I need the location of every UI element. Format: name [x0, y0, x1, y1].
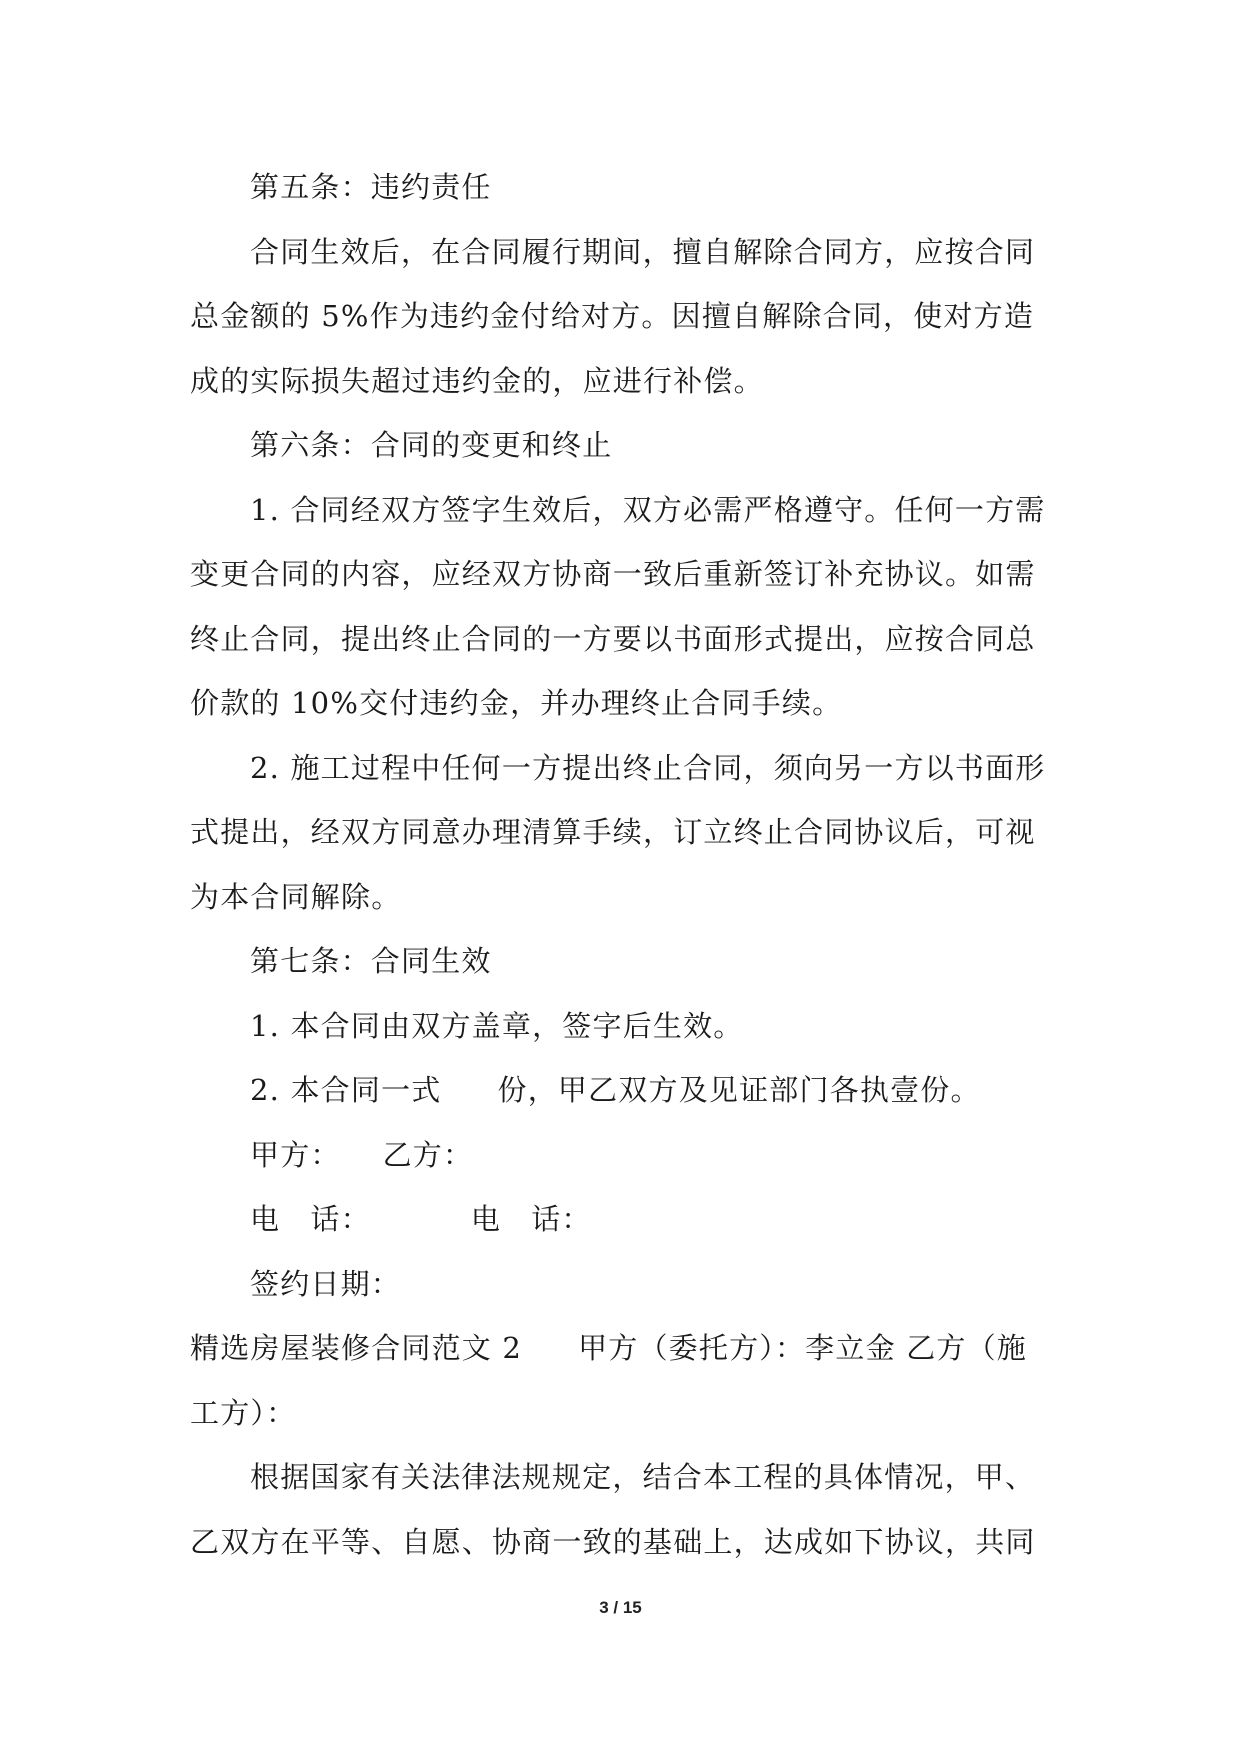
- paragraph-line: 价款的 10%交付违约金，并办理终止合同手续。: [190, 686, 843, 720]
- document-body: [190, 155, 1050, 1574]
- phone-line: [190, 1187, 1050, 1252]
- paragraph-line: 2. 施工过程中任何一方提出终止合同，须向另一方以书面形: [250, 750, 1046, 785]
- paragraph-line: 乙双方在平等、自愿、协商一致的基础上，达成如下协议，共同: [190, 1524, 1036, 1559]
- paragraph-line: 总金额的 5%作为违约金付给对方。因擅自解除合同，使对方造: [190, 299, 1035, 333]
- article-5-heading: 第五条：违约责任: [250, 170, 492, 204]
- paragraph-line: 终止合同，提出终止合同的一方要以书面形式提出，应按合同总: [190, 621, 1036, 656]
- article-6-heading: 第六条：合同的变更和终止: [250, 428, 613, 462]
- second-contract-parties: 甲方（委托方）：李立金 乙方（施: [578, 1331, 1027, 1365]
- article-7-heading: 第七条：合同生效: [250, 944, 492, 978]
- phone-a-label: 电 话：: [250, 1202, 371, 1236]
- copies-text-before: 2. 本合同一式: [250, 1073, 442, 1107]
- paragraph-line: 式提出，经双方同意办理清算手续，订立终止合同协议后，可视: [190, 815, 1036, 849]
- paragraph-line: 工方）：: [190, 1395, 297, 1430]
- paragraph-line: 根据国家有关法律法规规定，结合本工程的具体情况，甲、: [250, 1460, 1036, 1494]
- party-line: [190, 1123, 1050, 1188]
- paragraph-line: 1. 本合同由双方盖章，签字后生效。: [250, 1008, 744, 1043]
- copies-line: [190, 1058, 1050, 1123]
- party-b-label: 乙方：: [382, 1137, 474, 1172]
- paragraph-line: 为本合同解除。: [190, 879, 402, 914]
- paragraph-line: 合同生效后，在合同履行期间，擅自解除合同方，应按合同: [250, 234, 1036, 269]
- paragraph-line: 成的实际损失超过违约金的，应进行补偿。: [190, 363, 764, 398]
- copies-text-after: 份，甲乙双方及见证部门各执壹份。: [497, 1073, 981, 1107]
- phone-b-label: 电 话：: [470, 1202, 592, 1236]
- second-contract-title-line: [190, 1316, 1050, 1381]
- paragraph-line: 1. 合同经双方签字生效后，双方必需严格遵守。任何一方需: [250, 492, 1046, 527]
- page-number: 3 / 15: [599, 1598, 642, 1617]
- paragraph-line: 变更合同的内容，应经双方协商一致后重新签订补充协议。如需: [190, 557, 1036, 591]
- sign-date-label: 签约日期：: [250, 1266, 402, 1301]
- party-a-label: 甲方：: [250, 1137, 341, 1172]
- second-contract-title: 精选房屋装修合同范文 2: [190, 1331, 523, 1365]
